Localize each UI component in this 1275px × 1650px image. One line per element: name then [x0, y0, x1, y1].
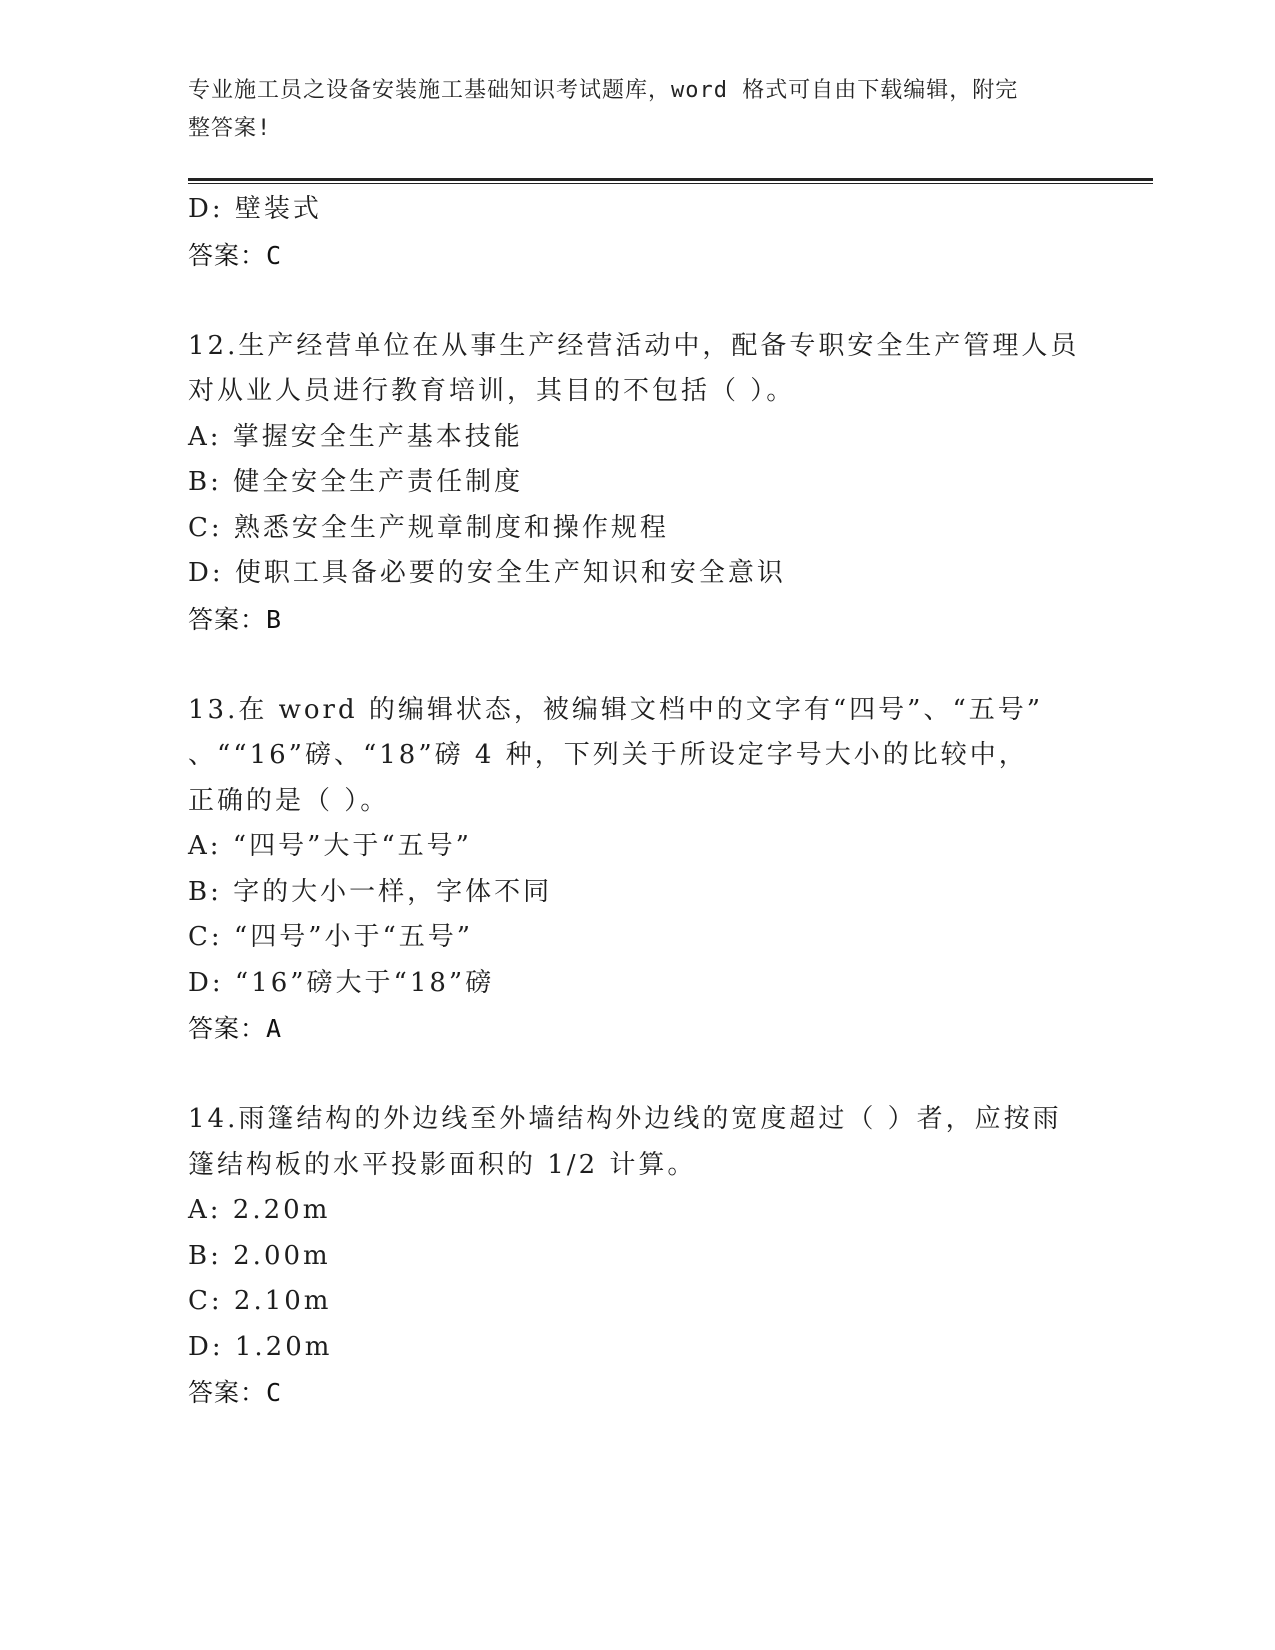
option-b: B: 健全安全生产责任制度	[188, 467, 524, 497]
option-a: A: 掌握安全生产基本技能	[188, 421, 523, 452]
option-a: A: 2.20m	[188, 1195, 331, 1225]
option-a: A: “四号”大于“五号”	[188, 831, 472, 861]
option-d: D: “16”磅大于“18”磅	[188, 967, 495, 998]
question-text-line: 13.在 word 的编辑状态，被编辑文档中的文字有“四号”、“五号”	[188, 694, 1044, 725]
question-text-line: 篷结构板的水平投影面积的 1/2 计算。	[188, 1149, 697, 1180]
spacer	[188, 1052, 1088, 1098]
header-line-2: 整答案!	[188, 116, 272, 141]
option-c: C: 熟悉安全生产规章制度和操作规程	[188, 512, 669, 543]
question-14	[188, 1097, 1088, 1416]
question-text-line: 14.雨篷结构的外边线至外墙结构外边线的宽度超过（ ）者，应按雨	[188, 1104, 1062, 1134]
question-text-line: 正确的是（ ）。	[188, 785, 390, 816]
option-d: D: 使职工具备必要的安全生产知识和安全意识	[188, 558, 786, 588]
header-line-1: 专业施工员之设备安装施工基础知识考试题库，word 格式可自由下载编辑，附完	[188, 78, 1019, 103]
answer-line: 答案：B	[188, 604, 283, 634]
document-body	[188, 187, 1088, 1416]
answer-line: 答案：C	[188, 240, 283, 270]
question-12	[188, 324, 1088, 643]
option-b: B: 2.00m	[188, 1240, 331, 1271]
option-d: D: 壁装式	[188, 194, 322, 224]
spacer	[188, 278, 1088, 324]
document-header	[188, 72, 1068, 148]
answer-line: 答案：A	[188, 1014, 283, 1043]
header-divider-thick	[188, 178, 1153, 181]
option-d: D: 1.20m	[188, 1331, 333, 1362]
question-text-line: 12.生产经营单位在从事生产经营活动中，配备专职安全生产管理人员	[188, 330, 1080, 361]
question-text-line: 、““16”磅、“18”磅 4 种，下列关于所设定字号大小的比较中，	[188, 740, 1028, 770]
option-c: C: 2.10m	[188, 1286, 332, 1316]
option-b: B: 字的大小一样，字体不同	[188, 876, 553, 907]
spacer	[188, 642, 1088, 688]
answer-line: 答案：C	[188, 1378, 283, 1407]
question-13	[188, 688, 1088, 1052]
question-text-line: 对从业人员进行教育培训，其目的不包括（ ）。	[188, 376, 796, 406]
header-divider-thin	[188, 183, 1153, 184]
option-c: C: “四号”小于“五号”	[188, 922, 474, 952]
previous-question-tail	[188, 187, 1088, 278]
